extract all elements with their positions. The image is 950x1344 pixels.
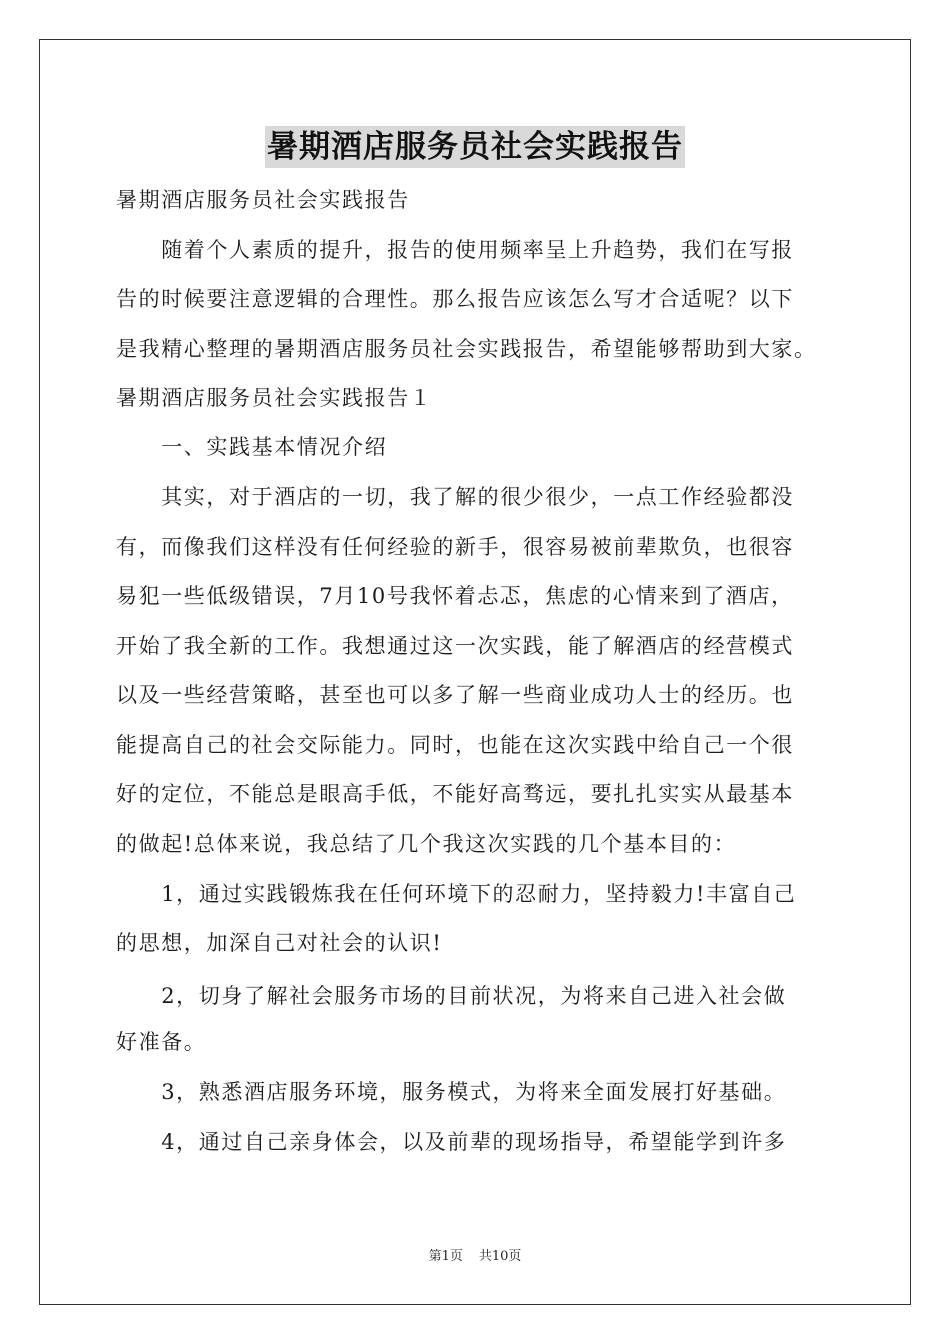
page-footer <box>0 1249 950 1265</box>
body-line: 是我精心整理的暑期酒店服务员社会实践报告，希望能够帮助到大家。 <box>116 337 817 361</box>
body-line: 1，通过实践锻炼我在任何环境下的忍耐力，坚持毅力!丰富自己 <box>116 882 797 906</box>
body-line: 的思想，加深自己对社会的认识! <box>116 931 443 955</box>
body-line: 好准备。 <box>116 1030 207 1054</box>
body-line: 4，通过自己亲身体会，以及前辈的现场指导，希望能学到许多 <box>116 1130 787 1154</box>
body-line: 暑期酒店服务员社会实践报告 <box>116 188 410 212</box>
body-line: 以及一些经营策略，甚至也可以多了解一些商业成功人士的经历。也 <box>116 683 794 707</box>
body-line: 3，熟悉酒店服务环境，服务模式，为将来全面发展打好基础。 <box>116 1080 787 1104</box>
body-line: 好的定位，不能总是眼高手低，不能好高骛远，要扎扎实实从最基本 <box>116 782 794 806</box>
document-title: 暑期酒店服务员社会实践报告 <box>265 126 685 168</box>
body-line: 开始了我全新的工作。我想通过这一次实践，能了解酒店的经营模式 <box>116 634 794 658</box>
page-total: 共10页 <box>478 1249 522 1264</box>
body-line: 暑期酒店服务员社会实践报告１ <box>116 386 433 410</box>
page-number: 第1页 <box>428 1249 463 1264</box>
body-line: 其实，对于酒店的一切，我了解的很少很少，一点工作经验都没 <box>116 485 794 509</box>
page-border <box>39 39 911 1305</box>
body-line: 的做起!总体来说，我总结了几个我这次实践的几个基本目的： <box>116 832 737 856</box>
body-line: 有，而像我们这样没有任何经验的新手，很容易被前辈欺负，也很容 <box>116 535 794 559</box>
body-line: 一、实践基本情况介绍 <box>116 435 388 459</box>
title-container <box>0 126 950 168</box>
body-line: 能提高自己的社会交际能力。同时，也能在这次实践中给自己一个很 <box>116 733 794 757</box>
body-line: 易犯一些低级错误，7月10号我怀着忐忑，焦虑的心情来到了酒店， <box>116 584 794 608</box>
body-line: 2，切身了解社会服务市场的目前状况，为将来自己进入社会做 <box>116 984 787 1008</box>
body-line: 随着个人素质的提升，报告的使用频率呈上升趋势，我们在写报 <box>116 238 794 262</box>
body-line: 告的时候要注意逻辑的合理性。那么报告应该怎么写才合适呢？以下 <box>116 287 794 311</box>
